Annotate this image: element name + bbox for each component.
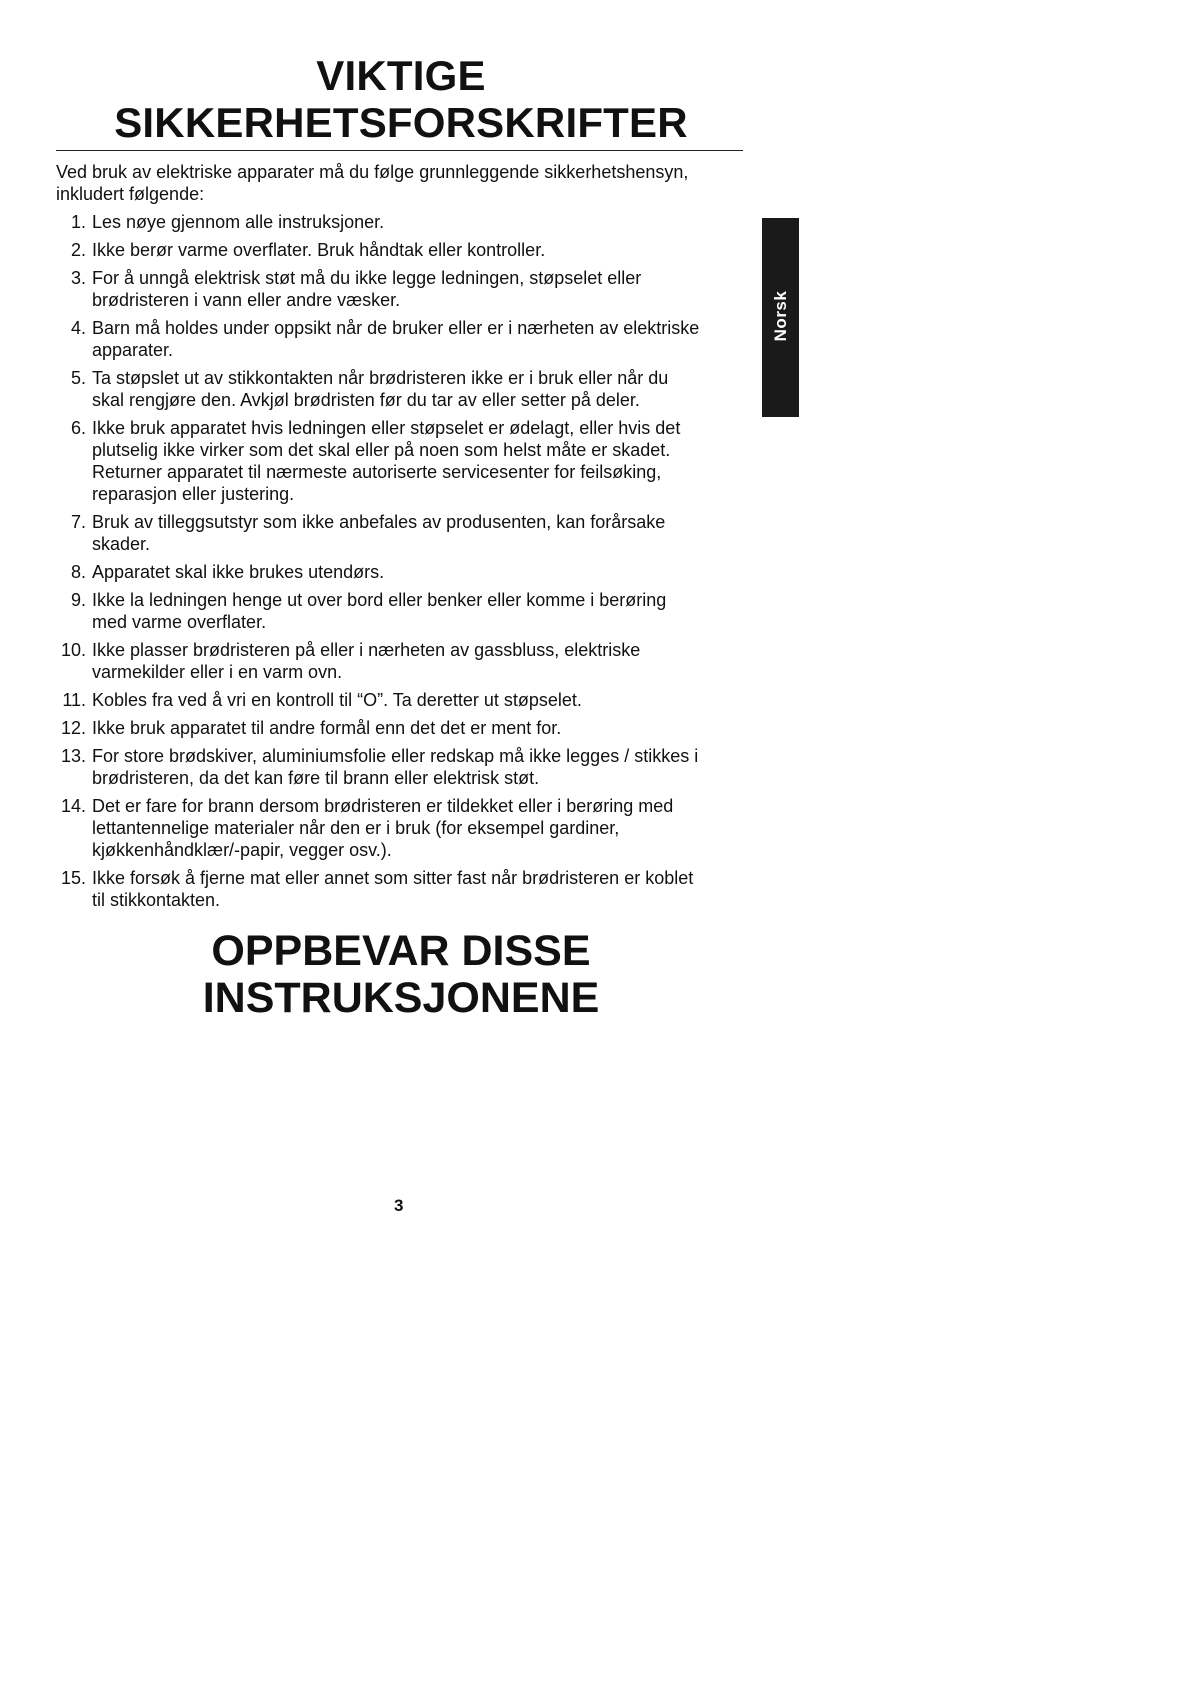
list-item-text: For store brødskiver, aluminiumsfolie eller redskap må ikke legges / stikkes i <box>92 746 699 766</box>
list-item-text: kjøkkenhåndklær/-papir, vegger osv.). <box>92 840 392 860</box>
list-item-text: Ikke la ledningen henge ut over bord eller benker eller komme i berøring <box>92 590 667 610</box>
list-item-text: Det er fare for brann dersom brødristeren er tildekket eller i berøring med <box>92 796 674 816</box>
list-item-text: Apparatet skal ikke brukes utendørs. <box>92 562 385 582</box>
list-item-number: 8. <box>70 562 86 582</box>
list-item-text: brødristeren i vann eller andre væsker. <box>92 290 401 310</box>
list-item-text: med varme overflater. <box>92 612 267 632</box>
list-item-text: Ikke forsøk å fjerne mat eller annet som sitter fast når brødristeren er koblet <box>92 868 694 888</box>
list-item-text: skal rengjøre den. Avkjøl brødristen før du tar av eller setter på deler. <box>92 390 640 410</box>
list-item <box>56 267 756 311</box>
list-item <box>56 689 756 711</box>
list-item-text: varmekilder eller i en varm ovn. <box>92 662 343 682</box>
list-item-number: 15. <box>60 868 86 888</box>
list-item-number: 1. <box>70 212 86 232</box>
list-item-number: 9. <box>70 590 86 610</box>
list-item <box>56 795 756 861</box>
list-item-text: Ikke plasser brødristeren på eller i nærheten av gassbluss, elektriske <box>92 640 641 660</box>
list-item <box>56 867 756 911</box>
list-item-text: Les nøye gjennom alle instruksjoner. <box>92 212 385 232</box>
list-item-number: 13. <box>60 746 86 766</box>
intro-line-1: Ved bruk av elektriske apparater må du følge grunnleggende sikkerhetshensyn, <box>56 162 689 182</box>
list-item <box>56 511 756 555</box>
list-item <box>56 589 756 633</box>
list-item-number: 6. <box>70 418 86 438</box>
page-title-line-2: SIKKERHETSFORSKRIFTER <box>114 99 688 146</box>
page-number: 3 <box>394 1196 404 1215</box>
intro-line-2: inkludert følgende: <box>56 184 205 204</box>
list-item-text: Barn må holdes under oppsikt når de bruker eller er i nærheten av elektriske <box>92 318 700 338</box>
list-item-text: Ikke berør varme overflater. Bruk håndtak eller kontroller. <box>92 240 546 260</box>
language-tab-label: Norsk <box>770 290 790 342</box>
list-item <box>56 239 756 261</box>
save-instructions-heading <box>56 928 746 1022</box>
list-item-text: For å unngå elektrisk støt må du ikke legge ledningen, støpselet eller <box>92 268 642 288</box>
list-item-number: 12. <box>60 718 86 738</box>
page-title-line-1: VIKTIGE <box>316 52 486 99</box>
language-tab <box>762 218 799 417</box>
safety-instructions-list <box>56 211 756 917</box>
list-item-text: Ikke bruk apparatet hvis ledningen eller støpselet er ødelagt, eller hvis det <box>92 418 681 438</box>
list-item-text: Ikke bruk apparatet til andre formål enn det det er ment for. <box>92 718 562 738</box>
list-item-number: 14. <box>60 796 86 816</box>
list-item-text: plutselig ikke virker som det skal eller på noen som helst måte er skadet. <box>92 440 671 460</box>
title-divider <box>56 150 743 151</box>
page-title <box>56 52 746 146</box>
list-item <box>56 317 756 361</box>
list-item <box>56 417 756 505</box>
list-item-number: 4. <box>70 318 86 338</box>
list-item <box>56 717 756 739</box>
list-item-number: 11. <box>62 690 86 710</box>
list-item-text: brødristeren, da det kan føre til brann eller elektrisk støt. <box>92 768 540 788</box>
list-item <box>56 367 756 411</box>
list-item-text: lettantennelige materialer når den er i bruk (for eksempel gardiner, <box>92 818 620 838</box>
list-item-text: Bruk av tilleggsutstyr som ikke anbefales av produsenten, kan forårsake <box>92 512 666 532</box>
list-item-number: 5. <box>70 368 86 388</box>
list-item-number: 7. <box>70 512 86 532</box>
list-item-text: Returner apparatet til nærmeste autoriserte servicesenter for feilsøking, <box>92 462 662 482</box>
save-heading-line-2: INSTRUKSJONENE <box>202 974 600 1022</box>
list-item-text: Ta støpslet ut av stikkontakten når brødristeren ikke er i bruk eller når du <box>92 368 669 388</box>
list-item-number: 10. <box>60 640 86 660</box>
list-item <box>56 639 756 683</box>
list-item-text: apparater. <box>92 340 174 360</box>
list-item <box>56 745 756 789</box>
list-item-text: til stikkontakten. <box>92 890 221 910</box>
list-item <box>56 561 756 583</box>
list-item-number: 2. <box>70 240 86 260</box>
list-item-number: 3. <box>70 268 86 288</box>
list-item <box>56 211 756 233</box>
intro-paragraph <box>56 161 756 205</box>
list-item-text: reparasjon eller justering. <box>92 484 295 504</box>
list-item-text: skader. <box>92 534 151 554</box>
list-item-text: Kobles fra ved å vri en kontroll til “O”. Ta deretter ut støpselet. <box>92 690 582 710</box>
save-heading-line-1: OPPBEVAR DISSE <box>211 927 591 975</box>
